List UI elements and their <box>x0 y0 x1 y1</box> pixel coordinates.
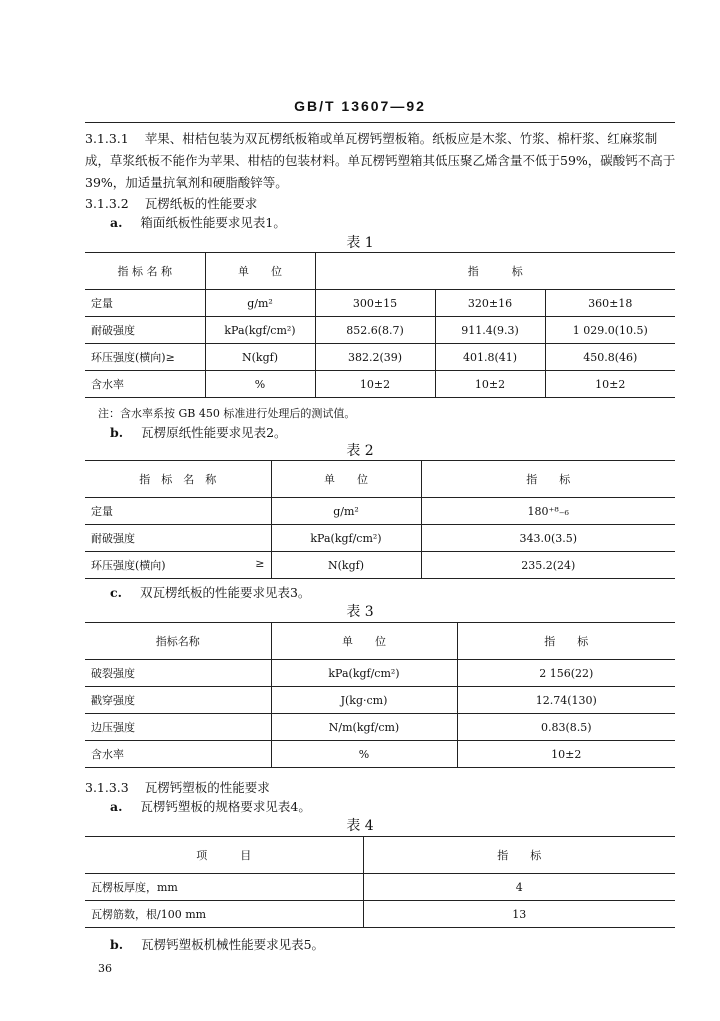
table-row <box>85 660 675 687</box>
table-row <box>85 714 675 741</box>
table-row <box>85 317 675 344</box>
cell-value: 382.2(39) <box>315 344 435 371</box>
header-value: 指 标 <box>421 461 675 498</box>
table-row <box>85 552 675 579</box>
cell-value: 320±16 <box>435 290 545 317</box>
cell-unit: % <box>205 371 315 398</box>
header-value: 指 标 <box>315 253 675 290</box>
table-row <box>85 498 675 525</box>
section-title: 瓦楞纸板的性能要求 <box>144 196 258 211</box>
table3 <box>85 622 675 768</box>
header-value: 指 标 <box>457 623 675 660</box>
cell-unit: kPa(kgf/cm²) <box>271 525 421 552</box>
table-row <box>85 290 675 317</box>
cell-name: 含水率 <box>85 741 271 768</box>
item-text: 箱面纸板性能要求见表1。 <box>140 215 286 230</box>
item-text: 瓦楞钙塑板的规格要求见表4。 <box>140 799 311 814</box>
header-value: 指 标 <box>363 837 675 874</box>
cell-unit: N/m(kgf/cm) <box>271 714 457 741</box>
item-a-table4 <box>110 797 311 815</box>
cell-value: 4 <box>363 874 675 901</box>
cell-value: 852.6(8.7) <box>315 317 435 344</box>
table3-caption: 表 3 <box>346 604 374 620</box>
header-rule <box>85 122 675 123</box>
header-unit: 单 位 <box>271 461 421 498</box>
table1-note: 注：含水率系按 GB 450 标准进行处理后的测试值。 <box>98 407 356 420</box>
cell-value: 235.2(24) <box>421 552 675 579</box>
cell-unit: g/m² <box>205 290 315 317</box>
item-marker: b. <box>110 937 124 952</box>
section-number: 3.1.3.2 <box>85 196 129 211</box>
page-number: 36 <box>98 962 112 975</box>
cell-value: 13 <box>363 901 675 928</box>
table-header-row <box>85 253 675 290</box>
section-number: 3.1.3.3 <box>85 780 129 795</box>
item-b-table2 <box>110 423 287 441</box>
cell-unit: g/m² <box>271 498 421 525</box>
cell-value: 2 156(22) <box>457 660 675 687</box>
item-c-table3 <box>110 583 310 601</box>
cell-value: 1 029.0(10.5) <box>545 317 675 344</box>
cell-name: 耐破强度 <box>85 317 205 344</box>
cell-value: 360±18 <box>545 290 675 317</box>
cell-unit: % <box>271 741 457 768</box>
table-row <box>85 371 675 398</box>
item-marker: b. <box>110 425 124 440</box>
cell-name: 戳穿强度 <box>85 687 271 714</box>
heading-3-1-3-2 <box>85 194 257 212</box>
table-row <box>85 525 675 552</box>
cell-value: 180⁺⁸₋₆ <box>421 498 675 525</box>
paragraph-3-1-3-1 <box>85 128 680 194</box>
cell-unit: kPa(kgf/cm²) <box>205 317 315 344</box>
cell-value: 0.83(8.5) <box>457 714 675 741</box>
header-unit: 单 位 <box>271 623 457 660</box>
header-name: 指 标 名 称 <box>85 253 205 290</box>
table-row <box>85 344 675 371</box>
table2 <box>85 460 675 579</box>
name-text: 定量 <box>91 505 113 518</box>
cell-value: 450.8(46) <box>545 344 675 371</box>
item-b-table5 <box>110 935 324 953</box>
item-marker: a. <box>110 799 123 814</box>
cell-unit: N(kgf) <box>205 344 315 371</box>
paragraph-text: 苹果、柑桔包装为双瓦楞纸板箱或单瓦楞钙塑板箱。纸板应是木浆、竹浆、棉杆浆、红麻浆制成，草浆纸板不能作为苹果、柑桔的包装材料。单瓦楞钙塑箱其低压聚乙烯含量不低于59%，碳酸钙不高于39%，加适量抗氧剂和硬脂酸锌等。 <box>85 131 676 190</box>
item-a-table1 <box>110 213 286 231</box>
cell-name <box>85 498 271 525</box>
table4-caption: 表 4 <box>346 818 374 834</box>
header-name: 指标名称 <box>85 623 271 660</box>
cell-unit: kPa(kgf/cm²) <box>271 660 457 687</box>
cell-value: 10±2 <box>435 371 545 398</box>
table-row <box>85 901 675 928</box>
cell-name: 含水率 <box>85 371 205 398</box>
table-row <box>85 741 675 768</box>
item-text: 瓦楞钙塑板机械性能要求见表5。 <box>141 937 325 952</box>
section-number: 3.1.3.1 <box>85 131 129 146</box>
item-text: 双瓦楞纸板的性能要求见表3。 <box>139 585 311 600</box>
table-header-row <box>85 461 675 498</box>
cell-unit: J(kg·cm) <box>271 687 457 714</box>
cell-name: 破裂强度 <box>85 660 271 687</box>
cell-name <box>85 525 271 552</box>
cell-name: 定量 <box>85 290 205 317</box>
heading-3-1-3-3 <box>85 778 270 796</box>
cell-value: 300±15 <box>315 290 435 317</box>
cell-name <box>85 552 271 579</box>
cell-value: 911.4(9.3) <box>435 317 545 344</box>
header-unit: 单 位 <box>205 253 315 290</box>
geq-symbol: ≥ <box>255 557 265 570</box>
item-text: 瓦楞原纸性能要求见表2。 <box>141 425 287 440</box>
cell-name: 瓦楞筋数，根/100 mm <box>85 901 363 928</box>
cell-name: 瓦楞板厚度，mm <box>85 874 363 901</box>
header-name: 指 标 名 称 <box>85 461 271 498</box>
section-title: 瓦楞钙塑板的性能要求 <box>144 780 270 795</box>
cell-value: 10±2 <box>457 741 675 768</box>
table-row <box>85 687 675 714</box>
table-row <box>85 874 675 901</box>
cell-name: 边压强度 <box>85 714 271 741</box>
cell-value: 343.0(3.5) <box>421 525 675 552</box>
item-marker: c. <box>110 585 122 600</box>
cell-unit: N(kgf) <box>271 552 421 579</box>
cell-name: 环压强度(横向)≥ <box>85 344 205 371</box>
item-marker: a. <box>110 215 123 230</box>
table4 <box>85 836 675 928</box>
cell-value: 10±2 <box>315 371 435 398</box>
cell-value: 10±2 <box>545 371 675 398</box>
table-header-row <box>85 837 675 874</box>
cell-value: 401.8(41) <box>435 344 545 371</box>
header-name: 项 目 <box>85 837 363 874</box>
table1 <box>85 252 675 398</box>
table1-caption: 表 1 <box>346 235 374 251</box>
name-text: 环压强度(横向) <box>91 559 166 572</box>
table-header-row <box>85 623 675 660</box>
standard-header: GB/T 13607—92 <box>294 98 426 114</box>
name-text: 耐破强度 <box>91 532 135 545</box>
cell-value: 12.74(130) <box>457 687 675 714</box>
table2-caption: 表 2 <box>346 443 374 459</box>
